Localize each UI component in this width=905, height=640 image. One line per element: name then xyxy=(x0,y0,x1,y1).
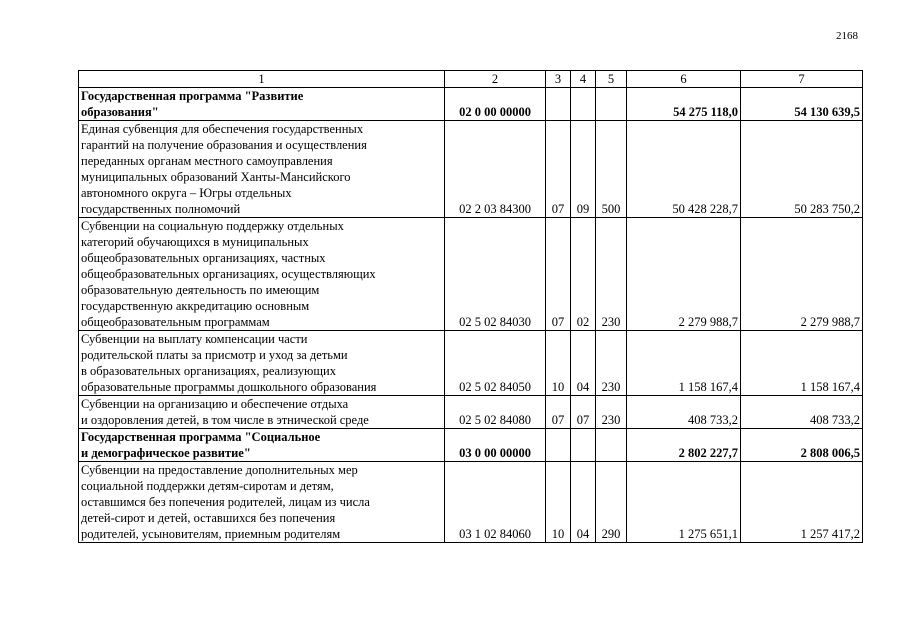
row-name-line: общеобразовательных организациях, частных xyxy=(81,251,326,265)
row-name-line: Единая субвенция для обеспечения государственных xyxy=(81,122,364,136)
row-expense-type xyxy=(596,429,627,462)
row-code: 02 5 02 84080 xyxy=(445,396,546,429)
row-name-line: родительской платы за присмотр и уход за детьми xyxy=(81,348,348,362)
table-body xyxy=(79,71,863,543)
row-name-line: общеобразовательных организациях, осуществляющих xyxy=(81,267,376,281)
row-name-line: и оздоровления детей, в том числе в этнической среде xyxy=(81,413,369,427)
row-name xyxy=(79,462,445,543)
row-amount-col7: 408 733,2 xyxy=(741,396,863,429)
row-section: 10 xyxy=(546,462,571,543)
row-subsection xyxy=(571,429,596,462)
table-row xyxy=(79,121,863,218)
row-section: 10 xyxy=(546,331,571,396)
row-name-line: муниципальных образований Ханты-Мансийского xyxy=(81,170,351,184)
row-expense-type: 230 xyxy=(596,218,627,331)
header-cell-1: 1 xyxy=(79,71,445,88)
header-cell-6: 6 xyxy=(627,71,741,88)
header-cell-4: 4 xyxy=(571,71,596,88)
row-expense-type: 230 xyxy=(596,396,627,429)
program-row xyxy=(79,88,863,121)
row-amount-col6: 54 275 118,0 xyxy=(627,88,741,121)
row-name xyxy=(79,331,445,396)
row-amount-col7: 2 279 988,7 xyxy=(741,218,863,331)
row-name xyxy=(79,121,445,218)
row-name-line: Субвенции на предоставление дополнительных мер xyxy=(81,463,358,477)
row-name-line: гарантий на получение образования и осуществления xyxy=(81,138,367,152)
row-name-line: переданных органам местного самоуправления xyxy=(81,154,333,168)
row-subsection: 07 xyxy=(571,396,596,429)
row-expense-type: 230 xyxy=(596,331,627,396)
row-code: 02 5 02 84030 xyxy=(445,218,546,331)
row-amount-col7: 2 808 006,5 xyxy=(741,429,863,462)
row-name-line: автономного округа – Югры отдельных xyxy=(81,186,292,200)
row-expense-type xyxy=(596,88,627,121)
table-row xyxy=(79,396,863,429)
row-amount-col6: 1 158 167,4 xyxy=(627,331,741,396)
header-cell-3: 3 xyxy=(546,71,571,88)
row-subsection: 04 xyxy=(571,462,596,543)
row-expense-type: 290 xyxy=(596,462,627,543)
row-name-line: социальной поддержки детям-сиротам и детям, xyxy=(81,479,334,493)
row-subsection: 02 xyxy=(571,218,596,331)
row-expense-type: 500 xyxy=(596,121,627,218)
row-subsection: 04 xyxy=(571,331,596,396)
row-name-line: оставшимся без попечения родителей, лицам из числа xyxy=(81,495,370,509)
row-name-line: образования" xyxy=(81,105,159,119)
row-amount-col7: 1 257 417,2 xyxy=(741,462,863,543)
row-code: 02 5 02 84050 xyxy=(445,331,546,396)
row-subsection: 09 xyxy=(571,121,596,218)
row-name-line: и демографическое развитие" xyxy=(81,446,251,460)
row-section: 07 xyxy=(546,121,571,218)
row-code: 02 0 00 00000 xyxy=(445,88,546,121)
row-amount-col6: 50 428 228,7 xyxy=(627,121,741,218)
row-name-line: общеобразовательным программам xyxy=(81,315,270,329)
page-number: 2168 xyxy=(836,30,858,42)
row-section xyxy=(546,88,571,121)
row-code: 03 1 02 84060 xyxy=(445,462,546,543)
program-row xyxy=(79,429,863,462)
row-name-line: государственную аккредитацию основным xyxy=(81,299,310,313)
header-row xyxy=(79,71,863,88)
row-amount-col7: 1 158 167,4 xyxy=(741,331,863,396)
table-row xyxy=(79,462,863,543)
row-name xyxy=(79,88,445,121)
row-code: 03 0 00 00000 xyxy=(445,429,546,462)
row-amount-col6: 2 802 227,7 xyxy=(627,429,741,462)
row-name-line: в образовательных организациях, реализующих xyxy=(81,364,336,378)
row-amount-col6: 1 275 651,1 xyxy=(627,462,741,543)
row-section: 07 xyxy=(546,218,571,331)
row-section: 07 xyxy=(546,396,571,429)
row-name-line: Субвенции на социальную поддержку отдельных xyxy=(81,219,344,233)
row-name-line: родителей, усыновителям, приемным родителям xyxy=(81,527,341,541)
row-name-line: Государственная программа "Развитие xyxy=(81,89,304,103)
row-name-line: детей-сирот и детей, оставшихся без попечения xyxy=(81,511,336,525)
row-name-line: категорий обучающихся в муниципальных xyxy=(81,235,309,249)
header-cell-7: 7 xyxy=(741,71,863,88)
header-cell-5: 5 xyxy=(596,71,627,88)
row-name-line: Субвенции на организацию и обеспечение отдыха xyxy=(81,397,349,411)
row-amount-col6: 2 279 988,7 xyxy=(627,218,741,331)
row-code: 02 2 03 84300 xyxy=(445,121,546,218)
row-name xyxy=(79,218,445,331)
row-name-line: образовательные программы дошкольного образования xyxy=(81,380,377,394)
row-name-line: образовательную деятельность по имеющим xyxy=(81,283,320,297)
row-name-line: Государственная программа "Социальное xyxy=(81,430,321,444)
row-section xyxy=(546,429,571,462)
table-row xyxy=(79,331,863,396)
row-subsection xyxy=(571,88,596,121)
row-amount-col7: 50 283 750,2 xyxy=(741,121,863,218)
row-amount-col7: 54 130 639,5 xyxy=(741,88,863,121)
header-cell-2: 2 xyxy=(445,71,546,88)
row-name-line: государственных полномочий xyxy=(81,202,241,216)
row-name xyxy=(79,429,445,462)
row-amount-col6: 408 733,2 xyxy=(627,396,741,429)
row-name-line: Субвенции на выплату компенсации части xyxy=(81,332,308,346)
row-name xyxy=(79,396,445,429)
budget-table xyxy=(78,70,863,543)
table-row xyxy=(79,218,863,331)
